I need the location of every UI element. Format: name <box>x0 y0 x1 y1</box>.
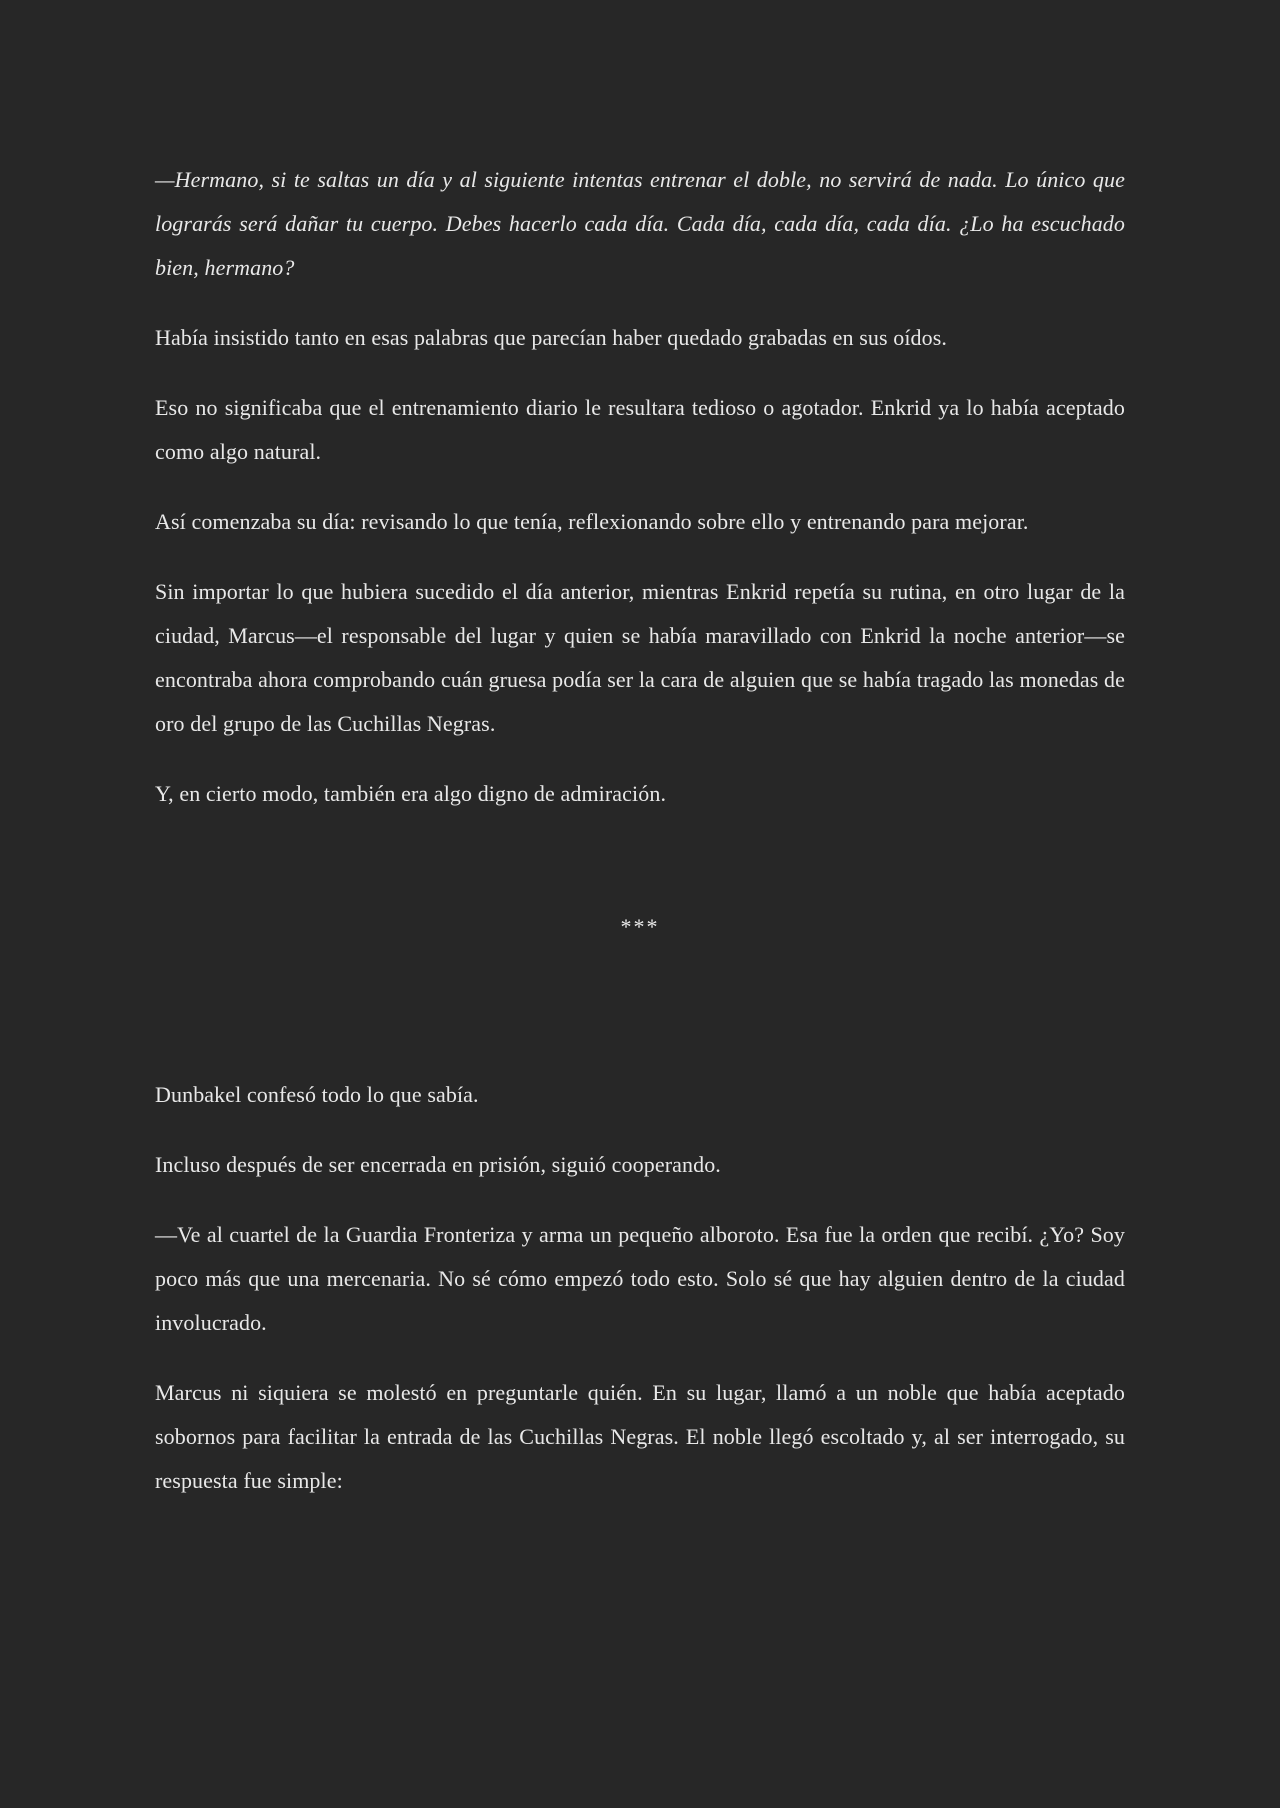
narration-paragraph: Había insistido tanto en esas palabras que parecían haber quedado grabadas en sus oídos. <box>155 325 947 350</box>
narration-paragraph: Marcus ni siquiera se molestó en preguntarle quién. En su lugar, llamó a un noble que había aceptado sobornos para facilitar la entrada de las Cuchillas Negras. El noble llegó escoltado y, al ser interrogado, su respuesta fue simple: <box>155 1380 1125 1493</box>
narration-paragraph: Así comenzaba su día: revisando lo que tenía, reflexionando sobre ello y entrenando para mejorar. <box>155 509 1029 534</box>
dialogue-paragraph: —Ve al cuartel de la Guardia Fronteriza y arma un pequeño alboroto. Esa fue la orden que recibí. ¿Yo? Soy poco más que una mercenaria. No sé cómo empezó todo esto. Solo sé que hay alguien dentro de la ciudad involucrado. <box>155 1222 1125 1335</box>
narration-paragraph: Eso no significaba que el entrenamiento diario le resultara tedioso o agotador. Enkrid ya lo había aceptado como algo natural. <box>155 395 1125 464</box>
narration-paragraph: Dunbakel confesó todo lo que sabía. <box>155 1082 479 1107</box>
narration-paragraph: Y, en cierto modo, también era algo digno de admiración. <box>155 781 667 806</box>
narration-paragraph: Sin importar lo que hubiera sucedido el día anterior, mientras Enkrid repetía su rutina, en otro lugar de la ciudad, Marcus—el responsable del lugar y quien se había maravillado con Enkrid la noche anterior—se encontraba ahora comprobando cuán gruesa podía ser la cara de alguien que se había tragado las monedas de oro del grupo de las Cuchillas Negras. <box>155 579 1125 736</box>
scene-separator: *** <box>620 914 660 939</box>
dialogue-paragraph-italic: —Hermano, si te saltas un día y al siguiente intentas entrenar el doble, no servirá de nada. Lo único que lograrás será dañar tu cuerpo. Debes hacerlo cada día. Cada día, cada día, cada día. ¿Lo ha escuchado bien, hermano? <box>155 167 1125 280</box>
narration-paragraph: Incluso después de ser encerrada en prisión, siguió cooperando. <box>155 1152 721 1177</box>
